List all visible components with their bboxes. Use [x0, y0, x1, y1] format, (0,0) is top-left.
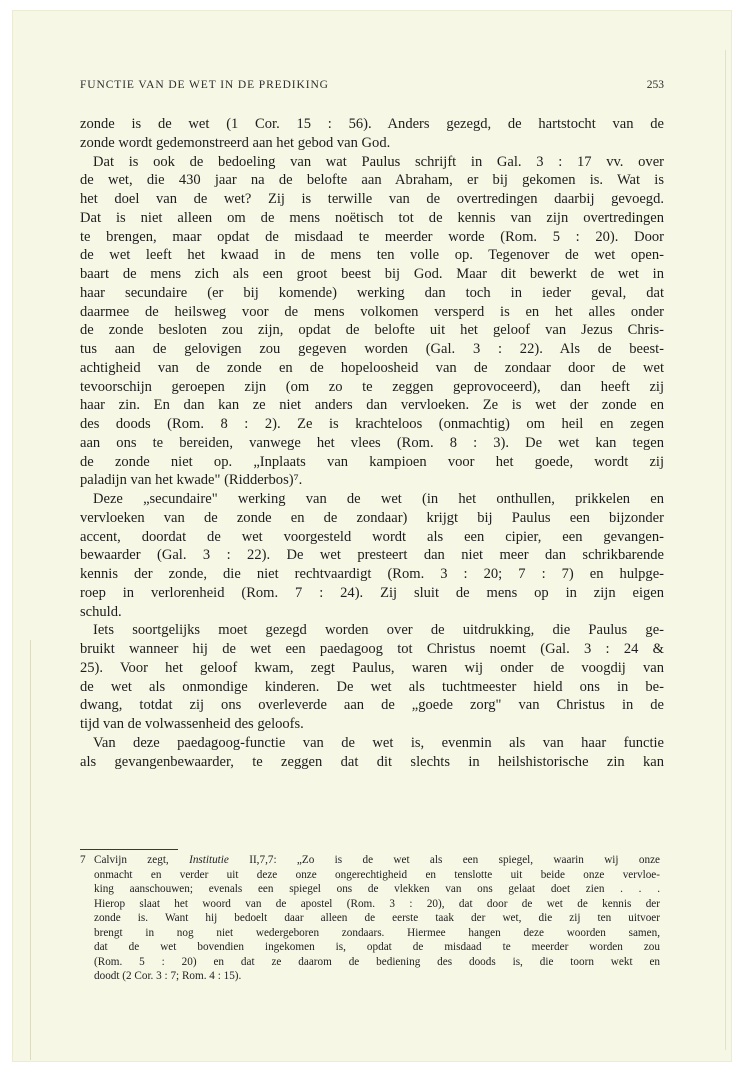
footnote-line: dat de wet bovendien ingekomen is, opdat de misdaad te meerder worden zou: [94, 941, 660, 953]
body-line: roep in verlorenheid (Rom. 7 : 24). Zij sluit de mens op in zijn eigen: [80, 584, 664, 601]
body-line: als gevangenbewaarder, te zeggen dat dit slechts in heilshistorische zin kan: [80, 753, 664, 770]
body-line: Deze „secundaire" werking van de wet (in het onthullen, prikkelen en: [93, 491, 664, 507]
body-line: Dat is ook de bedoeling van wat Paulus schrijft in Gal. 3 : 17 vv. over: [93, 153, 664, 170]
footnote-line-text: II,7,7: „Zo is de wet als een spiegel, waarin wij onze: [249, 854, 661, 866]
page-number: 253: [646, 79, 664, 91]
page-edge-shadow-right: [725, 50, 726, 1050]
footnote-line: onmacht en verder uit deze onze ongerechtigheid en tenslotte uit beide onze vervloe-: [94, 868, 660, 881]
body-line: tijd van de volwassenheid des geloofs.: [80, 716, 304, 732]
body-line: tevoorschijn geroepen zijn (om zo te zeggen geprovoceerd), dan heeft zij: [80, 378, 664, 395]
body-line: de zonde niet op. „Inplaats van kampioen voor het goede, wordt zij: [80, 453, 664, 470]
body-line: zonde wordt gedemonstreerd aan het gebod van God.: [80, 134, 391, 151]
body-line: zonde is de wet (1 Cor. 15 : 56). Anders gezegd, de hartstocht van de: [80, 116, 664, 132]
body-line: de wet als onmondige kinderen. De wet als tuchtmeester hield ons in be-: [80, 678, 664, 695]
body-line: de wet leeft het kwaad in de mens ten volle op. Tegenover de wet open-: [80, 247, 664, 264]
body-line: bruikt wanneer hij de wet een paedagoog tot Christus noemt (Gal. 3 : 24 &: [80, 641, 664, 657]
body-line: 25). Voor het geloof kwam, zegt Paulus, waren wij onder de voogdij van: [80, 659, 664, 676]
footnote-work-title: Institutie: [189, 854, 229, 866]
body-line: tus aan de gelovigen zou gegeven worden (Gal. 3 : 22). Als de beest-: [80, 341, 664, 357]
body-line: achtigheid van de zonde en de hopeloosheid van de zondaar door de wet: [80, 359, 664, 376]
body-line: het doel van de wet? Zij is terwille van de overtredingen daarbij gevoegd.: [80, 191, 664, 207]
body-line: des doods (Rom. 8 : 2). Ze is krachteloos (onmachtig) om heil en zegen: [80, 416, 664, 432]
body-line: paladijn van het kwade" (Ridderbos)⁷.: [80, 472, 303, 489]
body-line: haar zin. En dan kan ze niet anders dan vervloeken. Ze is wet der zonde en: [80, 397, 664, 414]
footnote-line: Hierop slaat het woord van de apostel (Rom. 3 : 20), dat door de wet de kennis der: [94, 897, 660, 910]
footnote-text: [94, 853, 660, 984]
body-line: bewaarder (Gal. 3 : 22). De wet presteert dan niet meer dan schrikbarende: [80, 547, 664, 564]
body-text: [80, 115, 664, 771]
body-line: haar secundaire (er bij komende) werking dan toch in ieder geval, dat: [80, 284, 664, 301]
body-line: de wet, die 430 jaar na de belofte aan Abraham, er bij gekomen is. Wat is: [80, 172, 664, 189]
body-line: accent, doordat de wet voorgesteld wordt als een cipier, een gevangen-: [80, 528, 664, 545]
body-line: kennis der zonde, die niet rechtvaardigt (Rom. 3 : 20; 7 : 7) en hulpge-: [80, 566, 664, 582]
footnote-line: king aanschouwen; evenals een spiegel ons de vlekken van ons gelaat doet zien . . .: [94, 883, 660, 895]
running-head-title: FUNCTIE VAN DE WET IN DE PREDIKING: [80, 79, 329, 91]
footnote-author: Calvijn zegt,: [94, 854, 169, 866]
footnote-line: (Rom. 5 : 20) en dat ze daarom de bediening des doods is, die toorn wekt en: [94, 955, 660, 968]
body-line: aan ons te bereiden, vanwege het vlees (Rom. 8 : 3). De wet kan tegen: [80, 434, 664, 451]
body-line: Iets soortgelijks moet gezegd worden over de uitdrukking, die Paulus ge-: [93, 622, 664, 639]
body-line: baart de mens zich als een groot beest bij God. Maar dit bewerkt de wet in: [80, 266, 664, 282]
body-line: dwang, totdat zij ons overleverde aan de „goede zorg" van Christus in de: [80, 697, 664, 714]
footnote-line: brengt in nog niet wedergeboren zondaars. Hiermee hangen deze woorden samen,: [94, 926, 660, 939]
body-line: de zonde besloten zou zijn, opdat de belofte uit het geloof van Jezus Chris-: [80, 322, 664, 339]
body-line: daarmee de heilsweg voor de mens volkomen versperd is en het alles onder: [80, 303, 664, 320]
footnote-line: [94, 853, 660, 868]
footnote-number: 7: [80, 854, 86, 866]
footnote-rule: [80, 849, 178, 850]
footnote-line: zonde is. Want hij bedoelt daar alleen de eerste taak der wet, die zij ten uitvoer: [94, 912, 660, 924]
body-line: Dat is niet alleen om de mens noëtisch tot de kennis van zijn overtredingen: [80, 209, 664, 226]
body-line: vervloeken van de zonde en de zondaar) krijgt bij Paulus een bijzonder: [80, 509, 664, 526]
page-edge-shadow-left: [30, 640, 31, 1060]
body-line: te brengen, maar opdat de misdaad te meerder worde (Rom. 5 : 20). Door: [80, 228, 664, 245]
body-line: Van deze paedagoog-functie van de wet is, evenmin als van haar functie: [93, 734, 664, 751]
body-line: schuld.: [80, 603, 122, 620]
footnote-line: doodt (2 Cor. 3 : 7; Rom. 4 : 15).: [94, 970, 242, 982]
